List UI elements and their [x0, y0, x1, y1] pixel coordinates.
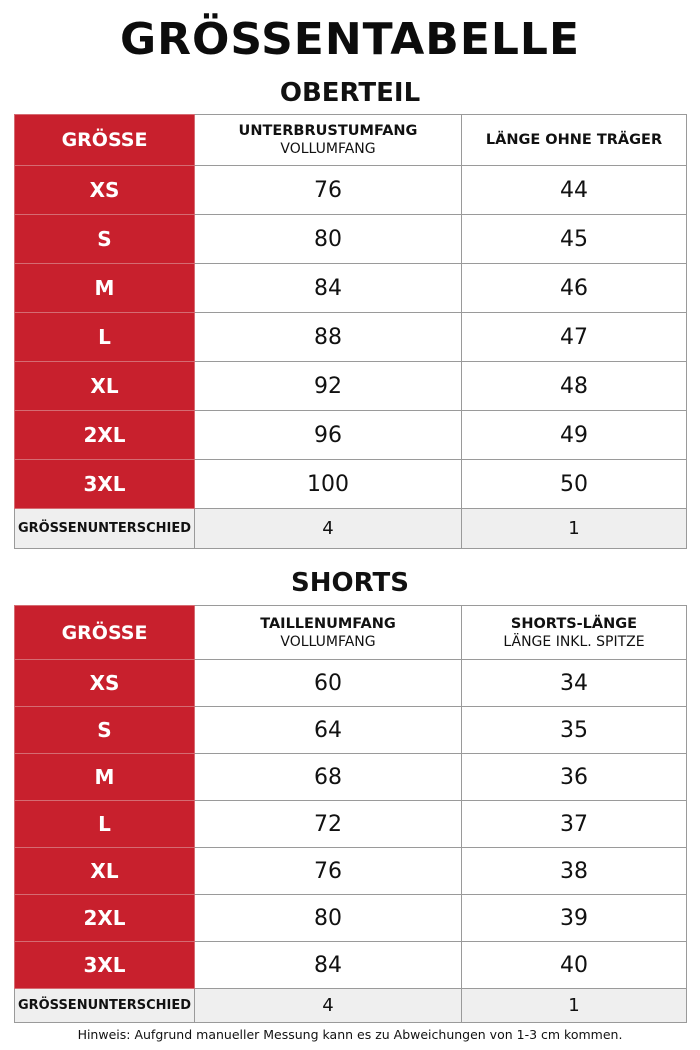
size-label: 2XL	[15, 895, 195, 942]
table-body	[15, 660, 687, 989]
size-table-oberteil	[14, 114, 687, 549]
size-label: XL	[15, 362, 195, 411]
table-row	[15, 895, 687, 942]
size-label: 3XL	[15, 942, 195, 989]
table-body	[15, 166, 687, 509]
difference-label: GRÖSSENUNTERSCHIED	[15, 989, 195, 1023]
header-sub-label: VOLLUMFANG	[280, 633, 376, 650]
header-main-label: SHORTS-LÄNGE	[510, 615, 638, 632]
table-row	[15, 801, 687, 848]
value-a: 88	[195, 313, 462, 362]
table-row	[15, 166, 687, 215]
value-a: 76	[195, 848, 462, 895]
value-a: 80	[195, 895, 462, 942]
value-a: 72	[195, 801, 462, 848]
value-a: 100	[195, 460, 462, 509]
table-row	[15, 707, 687, 754]
difference-value-a: 4	[195, 989, 462, 1023]
value-b: 34	[462, 660, 687, 707]
value-b: 46	[462, 264, 687, 313]
size-label: L	[15, 801, 195, 848]
value-a: 96	[195, 411, 462, 460]
table-row	[15, 362, 687, 411]
value-a: 68	[195, 754, 462, 801]
header-shorts-length	[462, 606, 687, 660]
value-a: 76	[195, 166, 462, 215]
table-row	[15, 754, 687, 801]
difference-value-a: 4	[195, 509, 462, 549]
value-b: 49	[462, 411, 687, 460]
value-b: 48	[462, 362, 687, 411]
measurement-note: Hinweis: Aufgrund manueller Messung kann es zu Abweichungen von 1-3 cm kommen.	[77, 1027, 623, 1042]
header-sub-label: VOLLUMFANG	[280, 141, 376, 157]
header-main-label: LÄNGE OHNE TRÄGER	[485, 132, 663, 148]
difference-row	[15, 989, 687, 1023]
value-b: 35	[462, 707, 687, 754]
header-sub-label: LÄNGE INKL. SPITZE	[503, 633, 645, 650]
value-a: 92	[195, 362, 462, 411]
header-main-label: UNTERBRUSTUMFANG	[238, 123, 418, 139]
value-a: 84	[195, 942, 462, 989]
table-header-row	[15, 606, 687, 660]
value-a: 60	[195, 660, 462, 707]
header-size: GRÖSSE	[15, 115, 195, 166]
value-b: 39	[462, 895, 687, 942]
header-main-label: TAILLENUMFANG	[260, 615, 396, 632]
value-a: 84	[195, 264, 462, 313]
value-b: 47	[462, 313, 687, 362]
value-b: 37	[462, 801, 687, 848]
difference-label: GRÖSSENUNTERSCHIED	[15, 509, 195, 549]
size-label: M	[15, 264, 195, 313]
difference-value-b: 1	[462, 989, 687, 1023]
size-label: S	[15, 707, 195, 754]
value-b: 45	[462, 215, 687, 264]
header-underbust	[195, 115, 462, 166]
section-title-oberteil: OBERTEIL	[279, 78, 421, 108]
value-a: 64	[195, 707, 462, 754]
table-row	[15, 215, 687, 264]
page-title: GRÖSSENTABELLE	[119, 14, 581, 65]
value-b: 44	[462, 166, 687, 215]
table-header-row	[15, 115, 687, 166]
size-label: M	[15, 754, 195, 801]
value-b: 38	[462, 848, 687, 895]
table-row	[15, 264, 687, 313]
table-row	[15, 313, 687, 362]
size-table-shorts	[14, 605, 687, 1023]
section-title-shorts: SHORTS	[291, 568, 409, 598]
value-b: 40	[462, 942, 687, 989]
table-row	[15, 460, 687, 509]
table-row	[15, 848, 687, 895]
size-label: 2XL	[15, 411, 195, 460]
header-length	[462, 115, 687, 166]
table-row	[15, 942, 687, 989]
size-label: S	[15, 215, 195, 264]
size-label: XL	[15, 848, 195, 895]
value-a: 80	[195, 215, 462, 264]
size-label: XS	[15, 660, 195, 707]
table-row	[15, 660, 687, 707]
table-row	[15, 411, 687, 460]
difference-value-b: 1	[462, 509, 687, 549]
header-waist	[195, 606, 462, 660]
size-label: 3XL	[15, 460, 195, 509]
size-label: XS	[15, 166, 195, 215]
header-size: GRÖSSE	[15, 606, 195, 660]
value-b: 36	[462, 754, 687, 801]
difference-row	[15, 509, 687, 549]
size-label: L	[15, 313, 195, 362]
value-b: 50	[462, 460, 687, 509]
